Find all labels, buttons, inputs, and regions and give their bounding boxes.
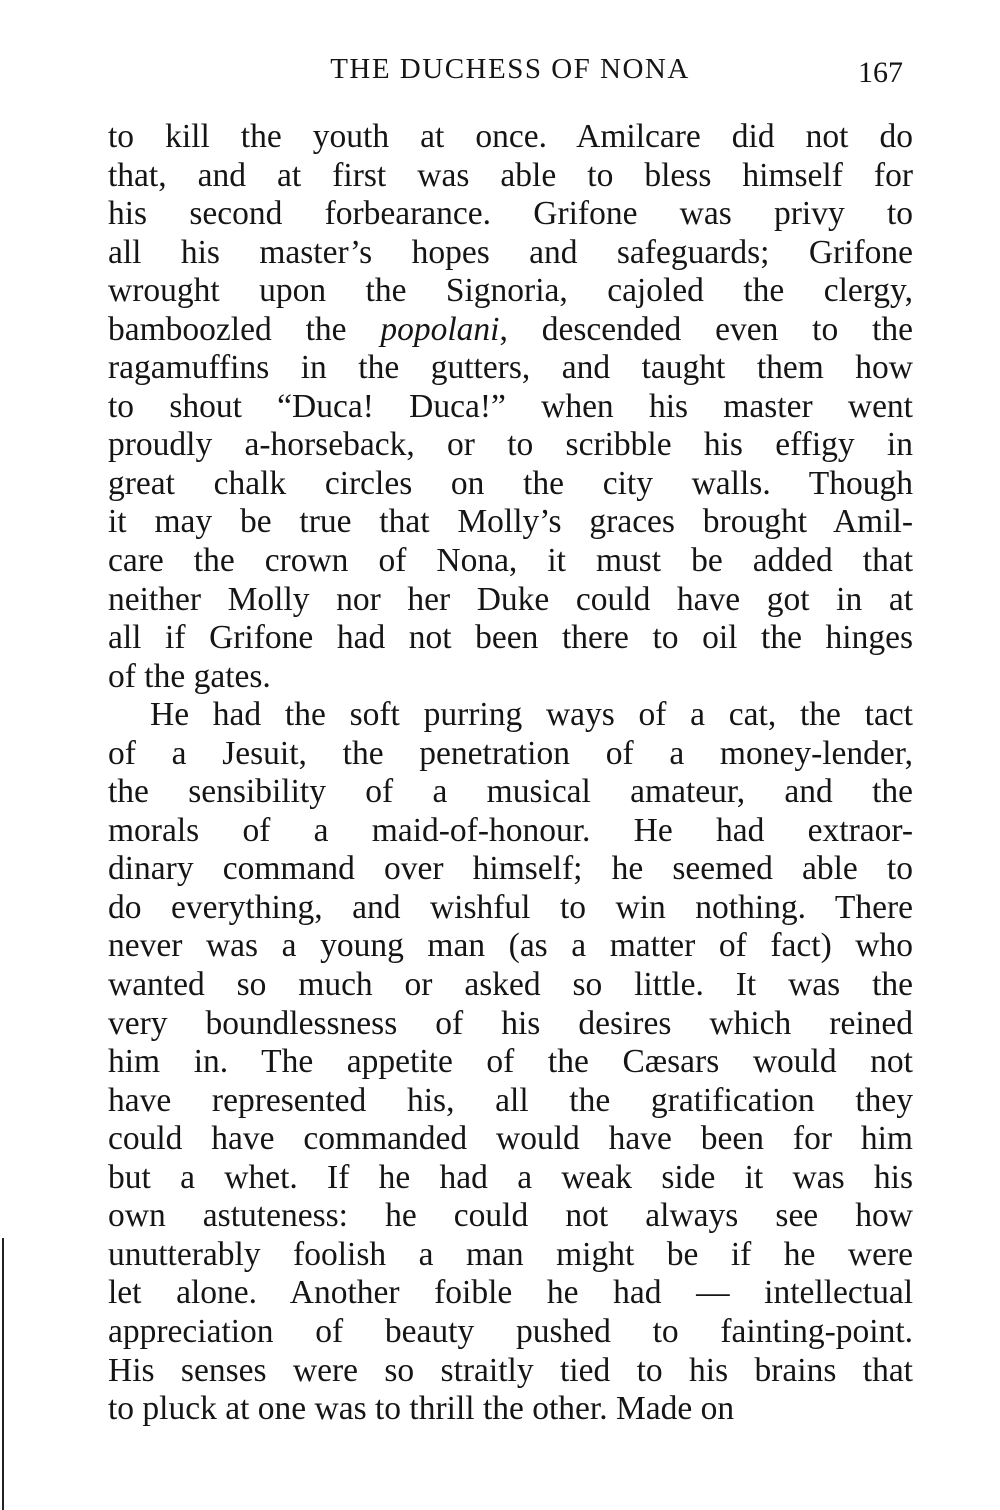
text-line: let alone. Another foible he had — intellectual	[108, 1274, 913, 1312]
text-line: own astuteness: he could not always see how	[108, 1197, 913, 1235]
text-line: that, and at first was able to bless himself for	[108, 156, 913, 194]
text-line: wrought upon the Signoria, cajoled the clergy,	[108, 272, 913, 310]
text-line: appreciation of beauty pushed to fainting-point.	[108, 1312, 913, 1350]
text-line: wanted so much or asked so little. It was the	[108, 966, 913, 1004]
text-line: to pluck at one was to thrill the other. Made on	[108, 1390, 735, 1428]
text-line: to shout “Duca! Duca!” when his master went	[108, 387, 913, 425]
text-line: morals of a maid-of-honour. He had extraor-	[108, 811, 913, 849]
text-line: He had the soft purring ways of a cat, the tact	[150, 696, 913, 734]
running-head	[0, 44, 1000, 94]
text-line: great chalk circles on the city walls. Though	[108, 464, 913, 502]
running-title: THE DUCHESS OF NONA	[330, 53, 690, 85]
text-line: of the gates.	[108, 657, 271, 695]
text-line: the sensibility of a musical amateur, and the	[108, 773, 913, 811]
paragraph	[108, 118, 913, 696]
text-line: his second forbearance. Grifone was privy to	[108, 195, 913, 233]
text-line: have represented his, all the gratification they	[108, 1081, 913, 1119]
text-line: all his master’s hopes and safeguards; Grifone	[108, 233, 913, 271]
text-line: do everything, and wishful to win nothing. There	[108, 888, 913, 926]
text-line: of a Jesuit, the penetration of a money-lender,	[108, 734, 913, 772]
text-line: neither Molly nor her Duke could have got in at	[108, 580, 913, 618]
text-line: dinary command over himself; he seemed able to	[108, 850, 913, 888]
page-number: 167	[858, 56, 903, 89]
text-line: proudly a-horseback, or to scribble his effigy in	[108, 426, 913, 464]
text-line: never was a young man (as a matter of fact) who	[108, 927, 913, 965]
text-line: unutterably foolish a man might be if he were	[108, 1235, 913, 1273]
text-line: very boundlessness of his desires which reined	[108, 1004, 913, 1042]
text-line: it may be true that Molly’s graces brought Amil-	[108, 503, 913, 541]
text-line: all if Grifone had not been there to oil the hinges	[108, 619, 913, 657]
text-line: but a whet. If he had a weak side it was his	[108, 1158, 913, 1196]
paragraph	[108, 696, 913, 1428]
text-line: him in. The appetite of the Cæsars would not	[108, 1043, 913, 1081]
text-line: to kill the youth at once. Amilcare did not do	[108, 118, 913, 155]
text-line: His senses were so straitly tied to his brains that	[108, 1351, 913, 1389]
text-line: care the crown of Nona, it must be added that	[108, 542, 913, 580]
text-line: bamboozled the popolani, descended even to the	[108, 310, 913, 348]
text-line: ragamuffins in the gutters, and taught them how	[108, 349, 913, 387]
text-line: could have commanded would have been for him	[108, 1120, 913, 1158]
body-text	[108, 118, 913, 1429]
binding-edge-mark	[2, 1238, 4, 1510]
